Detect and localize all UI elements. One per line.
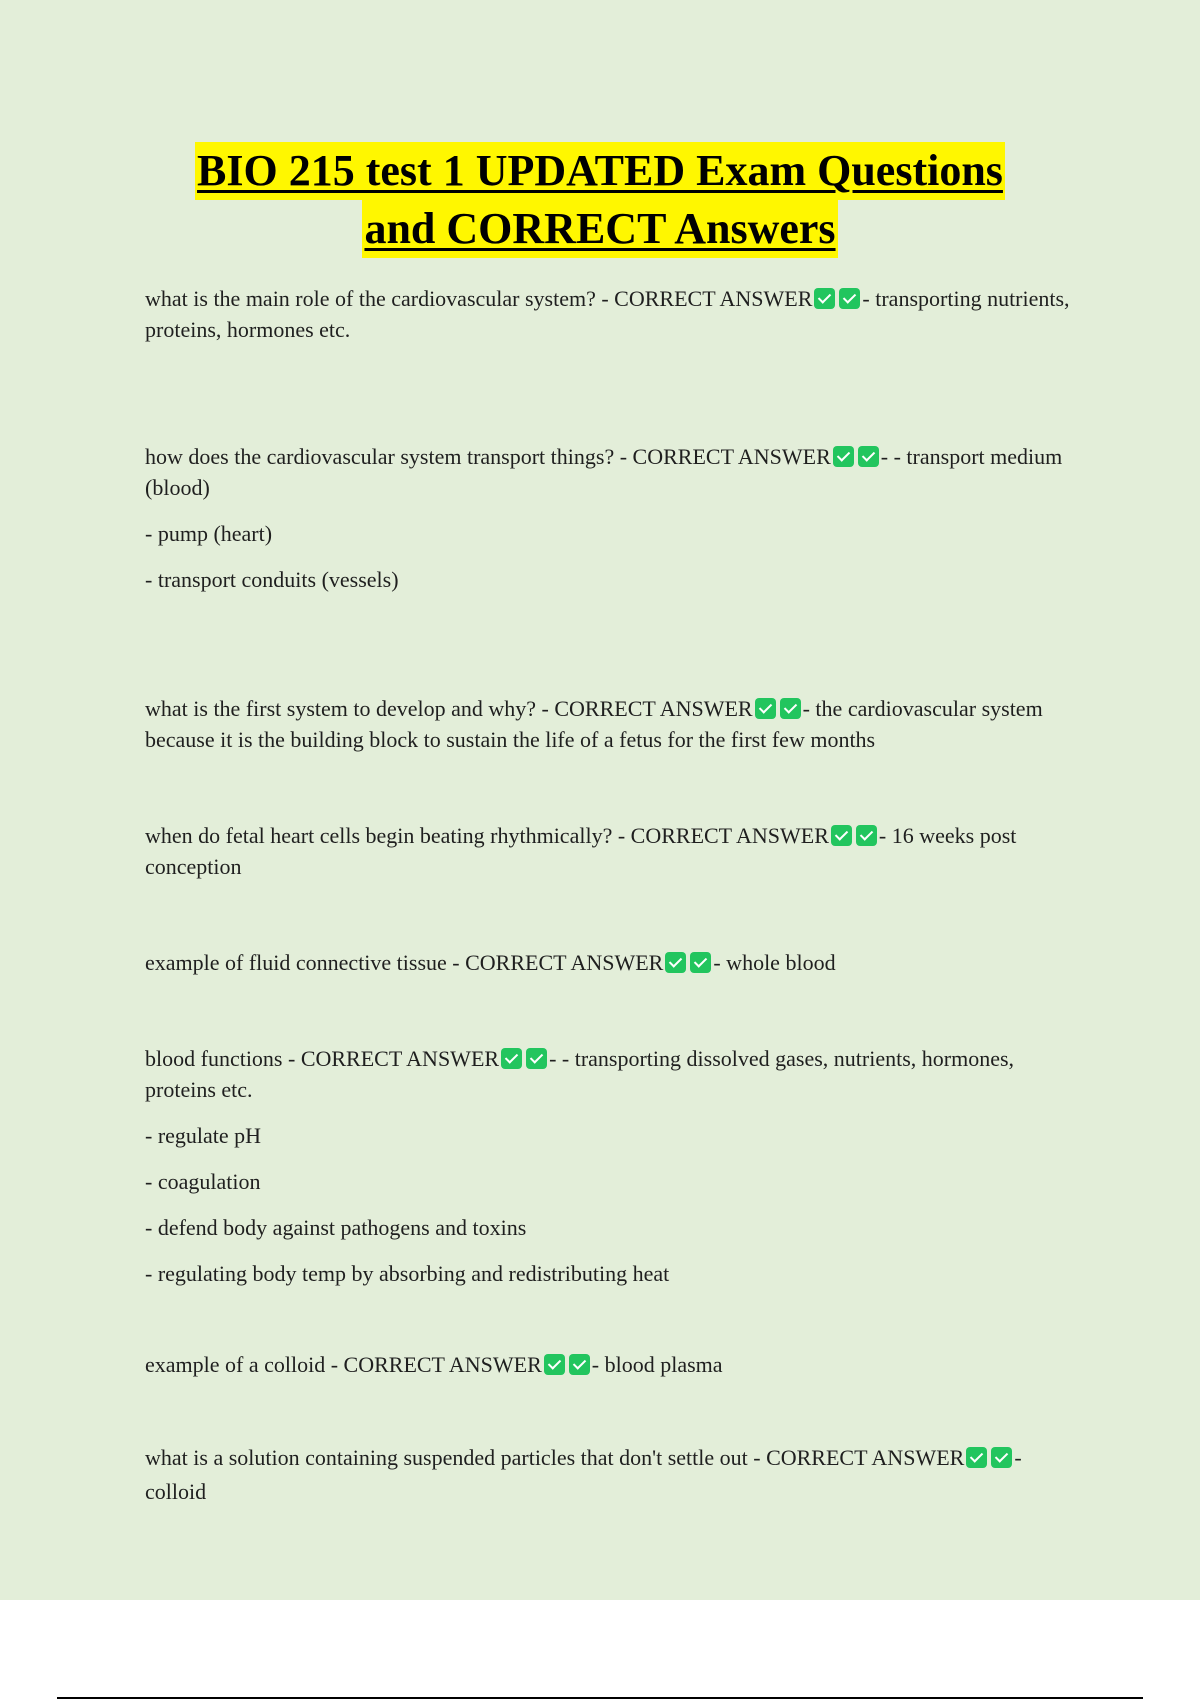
- answer-bullet: - regulate pH: [145, 1123, 262, 1148]
- question-text: example of fluid connective tissue - CORRECT ANSWER: [145, 950, 664, 975]
- answer-bullet: - coagulation: [145, 1169, 261, 1194]
- check-icon: [569, 1354, 590, 1375]
- qa-item: [145, 820, 1080, 882]
- answer-text: - 16 weeks post conception: [145, 823, 1017, 879]
- qa-main-line: [145, 947, 1080, 978]
- answer-text: - - transport medium (blood): [145, 444, 1063, 500]
- answer-text: - transporting nutrients, proteins, hormones etc.: [145, 286, 1070, 342]
- qa-main-line: [145, 1349, 1080, 1380]
- title-line-1: BIO 215 test 1 UPDATED Exam Questions: [195, 142, 1005, 200]
- check-icon: [991, 1447, 1012, 1468]
- check-icon: [833, 446, 854, 467]
- answer-text: - colloid: [145, 1445, 1022, 1504]
- answer-text: - the cardiovascular system because it is the building block to sustain the life of a fetus for the first few months: [145, 696, 1043, 752]
- title-line-2: and CORRECT Answers: [362, 200, 837, 258]
- qa-list: [145, 283, 1080, 1509]
- qa-main-line: [145, 1043, 1080, 1105]
- question-text: what is the first system to develop and why? - CORRECT ANSWER: [145, 696, 753, 721]
- check-icon: [814, 288, 835, 309]
- qa-item: [145, 1441, 1080, 1509]
- check-icon: [856, 825, 877, 846]
- question-text: example of a colloid - CORRECT ANSWER: [145, 1352, 542, 1377]
- check-icon: [665, 952, 686, 973]
- question-text: what is the main role of the cardiovascular system? - CORRECT ANSWER: [145, 286, 813, 311]
- qa-item: [145, 1043, 1080, 1289]
- answer-bullet: - transport conduits (vessels): [145, 567, 399, 592]
- check-icon: [501, 1048, 522, 1069]
- answer-bullet: - regulating body temp by absorbing and redistributing heat: [145, 1261, 670, 1286]
- question-text: when do fetal heart cells begin beating rhythmically? - CORRECT ANSWER: [145, 823, 829, 848]
- answer-text: - blood plasma: [591, 1352, 723, 1377]
- check-icon: [780, 698, 801, 719]
- question-text: blood functions - CORRECT ANSWER: [145, 1046, 500, 1071]
- qa-main-line: [145, 283, 1080, 345]
- answer-bullet: - pump (heart): [145, 521, 273, 546]
- check-icon: [755, 698, 776, 719]
- qa-main-line: [145, 820, 1080, 882]
- qa-item: [145, 1349, 1080, 1380]
- answer-text: - whole blood: [713, 950, 836, 975]
- qa-item: [145, 441, 1080, 595]
- question-text: what is a solution containing suspended particles that don't settle out - CORRECT ANSWER: [145, 1445, 965, 1470]
- document-title: [0, 142, 1200, 258]
- check-icon: [690, 952, 711, 973]
- qa-main-line: [145, 441, 1080, 503]
- footer-divider: [57, 1697, 1143, 1699]
- qa-main-line: [145, 1441, 1080, 1509]
- qa-item: [145, 947, 1080, 978]
- check-icon: [858, 446, 879, 467]
- check-icon: [966, 1447, 987, 1468]
- qa-main-line: [145, 693, 1080, 755]
- check-icon: [544, 1354, 565, 1375]
- check-icon: [831, 825, 852, 846]
- check-icon: [526, 1048, 547, 1069]
- qa-item: [145, 283, 1080, 345]
- question-text: how does the cardiovascular system transport things? - CORRECT ANSWER: [145, 444, 831, 469]
- answer-bullet: - defend body against pathogens and toxins: [145, 1215, 527, 1240]
- qa-item: [145, 693, 1080, 755]
- check-icon: [839, 288, 860, 309]
- answer-text: - - transporting dissolved gases, nutrients, hormones, proteins etc.: [145, 1046, 1015, 1102]
